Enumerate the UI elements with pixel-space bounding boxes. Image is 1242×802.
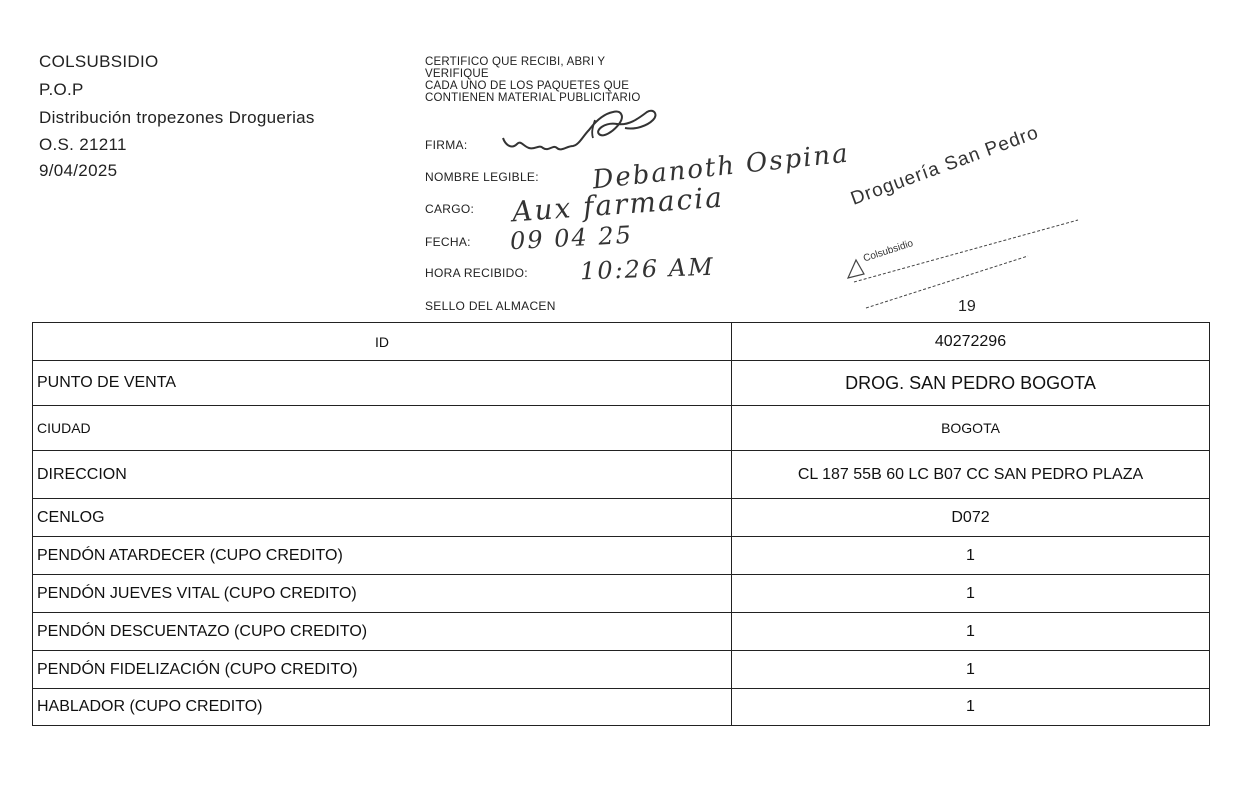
row-value-punto-venta: DROG. SAN PEDRO BOGOTA [732, 361, 1210, 406]
row-value-cenlog: D072 [732, 499, 1210, 537]
stamp-title: Droguería San Pedro [848, 122, 1042, 210]
store-stamp [842, 122, 1082, 310]
hora-label: HORA RECIBIDO: [425, 266, 528, 280]
cert-line: CADA UNO DE LOS PAQUETES QUE [425, 80, 630, 92]
cert-line: CONTIENEN MATERIAL PUBLICITARIO [425, 92, 641, 104]
handwritten-name: Debanoth Ospina [591, 138, 851, 196]
row-label-item: PENDÓN ATARDECER (CUPO CREDITO) [33, 537, 732, 575]
nombre-label: NOMBRE LEGIBLE: [425, 170, 539, 184]
handwritten-date: 09 04 25 [509, 220, 634, 256]
cert-line: CERTIFICO QUE RECIBI, ABRI Y [425, 56, 606, 68]
certification-statement [425, 56, 641, 104]
delivery-table [32, 322, 1210, 726]
row-value-ciudad: BOGOTA [732, 406, 1210, 451]
row-label-ciudad: CIUDAD [33, 406, 732, 451]
table-row [33, 575, 1210, 613]
document-date: 9/04/2025 [39, 161, 118, 180]
table-row [33, 406, 1210, 451]
sello-label: SELLO DEL ALMACEN [425, 299, 556, 313]
fecha-label: FECHA: [425, 235, 471, 249]
row-label-item: PENDÓN JUEVES VITAL (CUPO CREDITO) [33, 575, 732, 613]
row-label-item: PENDÓN DESCUENTAZO (CUPO CREDITO) [33, 613, 732, 651]
row-label-item: HABLADOR (CUPO CREDITO) [33, 689, 732, 726]
row-value-id: 40272296 [732, 323, 1210, 361]
row-label-id: ID [33, 323, 732, 361]
cert-line: VERIFIQUE [425, 68, 489, 80]
table-row [33, 323, 1210, 361]
table-row [33, 537, 1210, 575]
row-value-qty: 1 [732, 613, 1210, 651]
table-row [33, 651, 1210, 689]
handwritten-cargo: Aux farmacia [511, 180, 725, 229]
program-name: P.O.P [39, 80, 84, 99]
stamp-number: 19 [958, 298, 976, 315]
header-block [39, 48, 315, 184]
distribution-description: Distribución tropezones Droguerias [39, 108, 315, 127]
company-name: COLSUBSIDIO [39, 52, 159, 71]
firma-label: FIRMA: [425, 138, 468, 152]
table-row [33, 361, 1210, 406]
row-label-punto-venta: PUNTO DE VENTA [33, 361, 732, 406]
handwritten-time: 10:26 AM [579, 252, 716, 286]
row-value-qty: 1 [732, 651, 1210, 689]
table-row [33, 689, 1210, 726]
stamp-brand: Colsubsidio [862, 238, 915, 265]
row-label-item: PENDÓN FIDELIZACIÓN (CUPO CREDITO) [33, 651, 732, 689]
row-value-qty: 1 [732, 575, 1210, 613]
row-label-cenlog: CENLOG [33, 499, 732, 537]
table-row [33, 499, 1210, 537]
row-value-qty: 1 [732, 537, 1210, 575]
table-row [33, 613, 1210, 651]
row-value-direccion: CL 187 55B 60 LC B07 CC SAN PEDRO PLAZA [732, 451, 1210, 499]
stamp-lines [842, 150, 1082, 310]
cargo-label: CARGO: [425, 202, 475, 216]
row-label-direccion: DIRECCION [33, 451, 732, 499]
row-value-qty: 1 [732, 689, 1210, 726]
table-row [33, 451, 1210, 499]
order-number: O.S. 21211 [39, 135, 127, 154]
signature-scribble [495, 100, 725, 162]
